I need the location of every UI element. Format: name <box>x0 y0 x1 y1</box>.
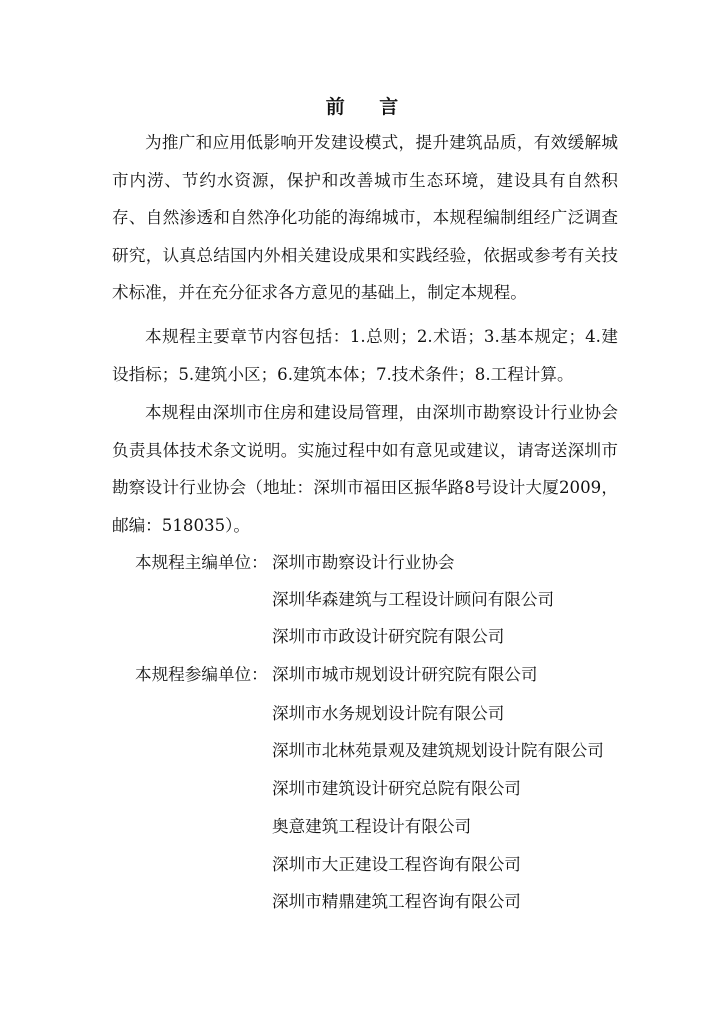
chief-editors-label: 本规程主编单位： <box>135 553 268 572</box>
participating-editor-unit: 深圳市水务规划设计院有限公司 <box>272 704 505 723</box>
participating-editor-unit: 深圳市大正建设工程咨询有限公司 <box>272 855 521 874</box>
page-title: 前 言 <box>325 96 413 118</box>
chief-editor-unit: 深圳市勘察设计行业协会 <box>272 553 455 572</box>
chief-editor-unit: 深圳市市政设计研究院有限公司 <box>272 627 505 646</box>
participating-editor-unit: 深圳市建筑设计研究总院有限公司 <box>272 779 521 798</box>
participating-editor-unit: 深圳市城市规划设计研究院有限公司 <box>272 665 538 684</box>
participating-editor-unit: 深圳市精鼎建筑工程咨询有限公司 <box>272 892 521 911</box>
preface-paragraph-management: 本规程由深圳市住房和建设局管理，由深圳市勘察设计行业协会负责具体技术条文说明。实施过程中如有意见或建议，请寄送深圳市勘察设计行业协会（地址：深圳市福田区振华路8号设计大厦2009，邮编：518035）。 <box>112 403 618 535</box>
participating-editors-label: 本规程参编单位： <box>135 665 268 684</box>
preface-paragraph-chapters: 本规程主要章节内容包括：1.总则；2.术语；3.基本规定；4.建设指标；5.建筑小区；6.建筑本体；7.技术条件；8.工程计算。 <box>112 327 618 384</box>
preface-paragraph-purpose: 为推广和应用低影响开发建设模式，提升建筑品质，有效缓解城市内涝、节约水资源，保护和改善城市生态环境，建设具有自然积存、自然渗透和自然净化功能的海绵城市，本规程编制组经广泛调查研究，认真总结国内外相关建设成果和实践经验，依据或参考有关技术标准，并在充分征求各方意见的基础上，制定本规程。 <box>112 133 618 302</box>
chief-editor-unit: 深圳华森建筑与工程设计顾问有限公司 <box>272 590 555 609</box>
participating-editor-unit: 深圳市北林苑景观及建筑规划设计院有限公司 <box>272 741 604 760</box>
participating-editor-unit: 奥意建筑工程设计有限公司 <box>272 817 472 836</box>
